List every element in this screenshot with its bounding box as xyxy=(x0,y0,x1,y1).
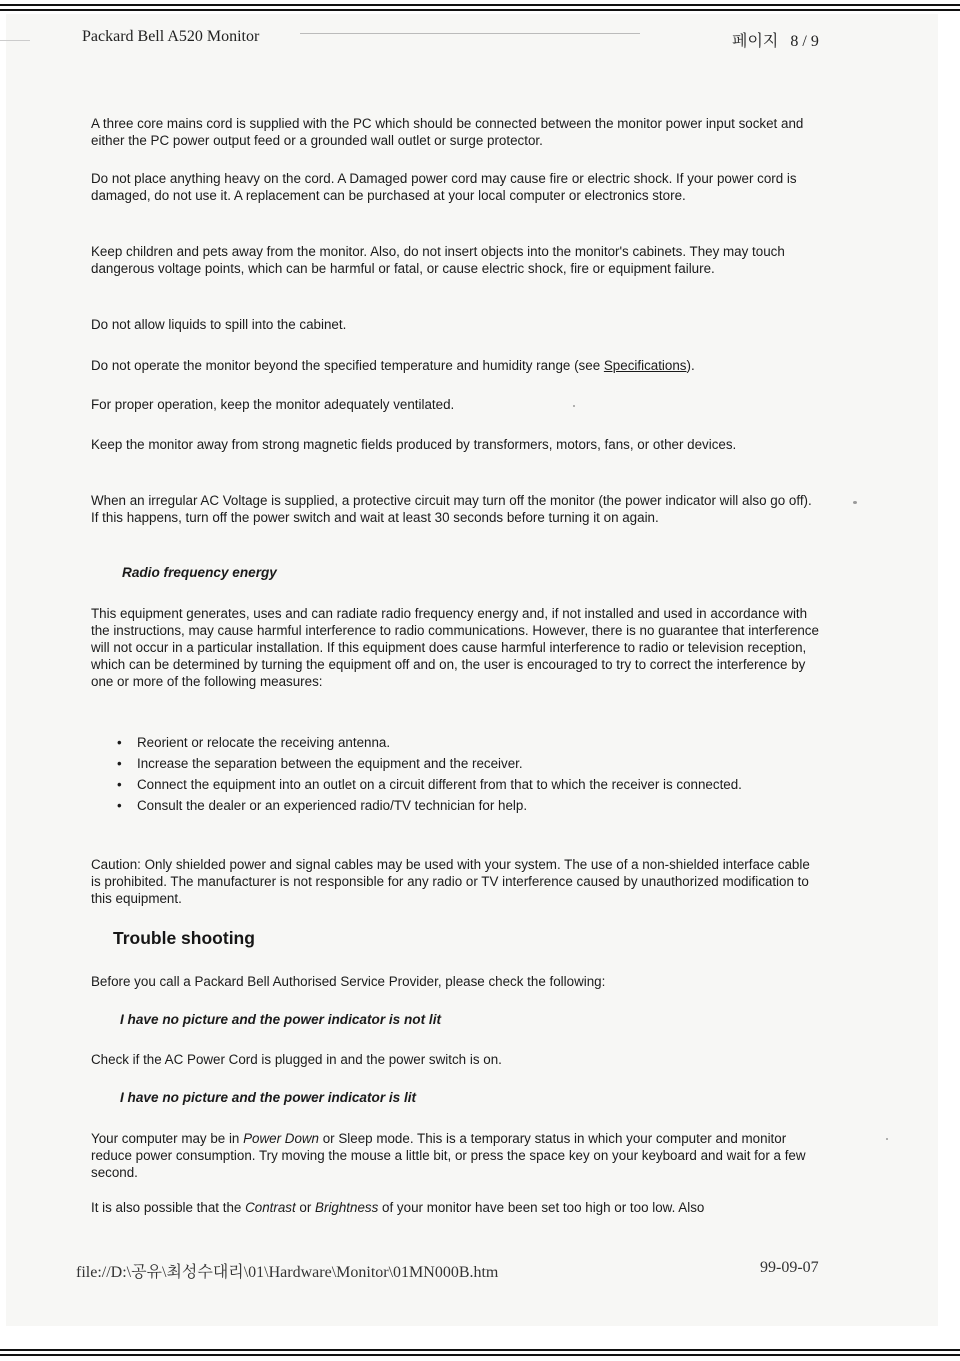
print-date: 99-09-07 xyxy=(760,1259,819,1276)
paragraph-magnetic-fields: Keep the monitor away from strong magnetic fields produced by transformers, motors, fans, or other devices. xyxy=(91,437,737,452)
paragraph-before-you-call: Before you call a Packard Bell Authorised Service Provider, please check the following: xyxy=(91,974,606,989)
bullet-icon: • xyxy=(117,756,122,771)
scan-line xyxy=(300,33,640,34)
power-down-term: Power Down xyxy=(243,1131,320,1146)
paragraph-liquids: Do not allow liquids to spill into the cabinet. xyxy=(91,317,347,332)
bullet-icon: • xyxy=(117,798,122,813)
list-item-text: Consult the dealer or an experienced radio/TV technician for help. xyxy=(137,798,528,813)
interference-measures-list xyxy=(117,734,817,818)
bottom-border-rule-1 xyxy=(0,1349,960,1351)
paragraph-power-cord: A three core mains cord is supplied with the PC which should be connected between the monitor power input socket and either the PC power output feed or a grounded wall outlet or surge protector. xyxy=(91,116,804,148)
paragraph-contrast-brightness xyxy=(91,1199,821,1216)
list-item-text: Connect the equipment into an outlet on a circuit different from that to which the receiver is connected. xyxy=(137,777,742,792)
power-down-text-end: or Sleep mode. This is a temporary status in which your computer and monitor reduce power consumption. Try moving the mouse a little bit, or press the space key on your keyboard and wait for a few second. xyxy=(91,1131,806,1180)
temperature-text: Do not operate the monitor beyond the specified temperature and humidity range (see xyxy=(91,358,604,373)
paragraph-heavy-cord: Do not place anything heavy on the cord. A Damaged power cord may cause fire or electric shock. If your power cord is damaged, do not use it. A replacement can be purchased at your local computer or electronics store. xyxy=(91,171,797,203)
scan-line xyxy=(0,40,30,41)
list-item-text: Reorient or relocate the receiving antenna. xyxy=(137,735,391,750)
document-title: Packard Bell A520 Monitor xyxy=(82,28,260,45)
radio-frequency-heading: Radio frequency energy xyxy=(122,565,277,580)
file-path: file://D:\공유\최성수대리\01\Hardware\Monitor\01MN000B.htm xyxy=(76,1264,499,1281)
paragraph-radio-frequency: This equipment generates, uses and can radiate radio frequency energy and, if not installed and used in accordance with the instructions, may cause harmful interference to radio communications. However, there is no guarantee that interference will not occur in a particular installation. If this equipment does cause harmful interference to radio or television reception, which can be determined by turning the equipment off and on, the user is encouraged to try to correct the interference by one or more of the following measures: xyxy=(91,606,819,689)
contrast-term: Contrast xyxy=(245,1200,296,1215)
trouble-shooting-heading: Trouble shooting xyxy=(113,928,255,948)
paragraph-power-down xyxy=(91,1130,821,1181)
scan-speck xyxy=(853,501,857,504)
list-item-text: Increase the separation between the equipment and the receiver. xyxy=(137,756,523,771)
paragraph-children-pets: Keep children and pets away from the monitor. Also, do not insert objects into the monitor's cabinets. They may touch dangerous voltage points, which can be harmful or fatal, or cause electric shock, fire or equipment failure. xyxy=(91,244,785,276)
top-border-rule-1 xyxy=(0,4,960,6)
bullet-icon: • xyxy=(117,777,122,792)
top-border-rule-2 xyxy=(0,9,960,11)
power-down-text: Your computer may be in xyxy=(91,1131,244,1146)
page-label: 페이지 xyxy=(732,33,779,50)
subheading-lit: I have no picture and the power indicator is lit xyxy=(120,1090,417,1105)
list-item xyxy=(117,797,817,814)
contrast-text: It is also possible that the xyxy=(91,1200,246,1215)
paragraph-ac-voltage: When an irregular AC Voltage is supplied, a protective circuit may turn off the monitor (the power indicator will also go off). If this happens, turn off the power switch and wait at least 30 seconds before turning it on again. xyxy=(91,493,812,525)
paragraph-ventilation: For proper operation, keep the monitor adequately ventilated. xyxy=(91,397,455,412)
brightness-term: Brightness xyxy=(315,1200,379,1215)
contrast-or: or xyxy=(295,1200,316,1215)
contrast-text-end: of your monitor have been set too high or too low. Also xyxy=(378,1200,705,1215)
specifications-link[interactable]: Specifications xyxy=(603,358,687,373)
bottom-border-rule-2 xyxy=(0,1354,960,1356)
paragraph-caution: Caution: Only shielded power and signal cables may be used with your system. The use of a non-shielded interface cable is prohibited. The manufacturer is not responsible for any radio or TV interference caused by unauthorized modification to this equipment. xyxy=(91,857,810,906)
list-item xyxy=(117,776,817,793)
temperature-text-end: ). xyxy=(686,358,695,373)
scan-speck xyxy=(886,1138,888,1140)
list-item xyxy=(117,755,817,772)
page-indicator xyxy=(732,28,819,51)
page-number: 8 / 9 xyxy=(790,33,819,50)
list-item xyxy=(117,734,817,751)
subheading-not-lit: I have no picture and the power indicator is not lit xyxy=(120,1012,441,1027)
paragraph-check-power-cord: Check if the AC Power Cord is plugged in and the power switch is on. xyxy=(91,1052,502,1067)
bullet-icon: • xyxy=(117,735,122,750)
paragraph-temperature xyxy=(91,357,821,374)
